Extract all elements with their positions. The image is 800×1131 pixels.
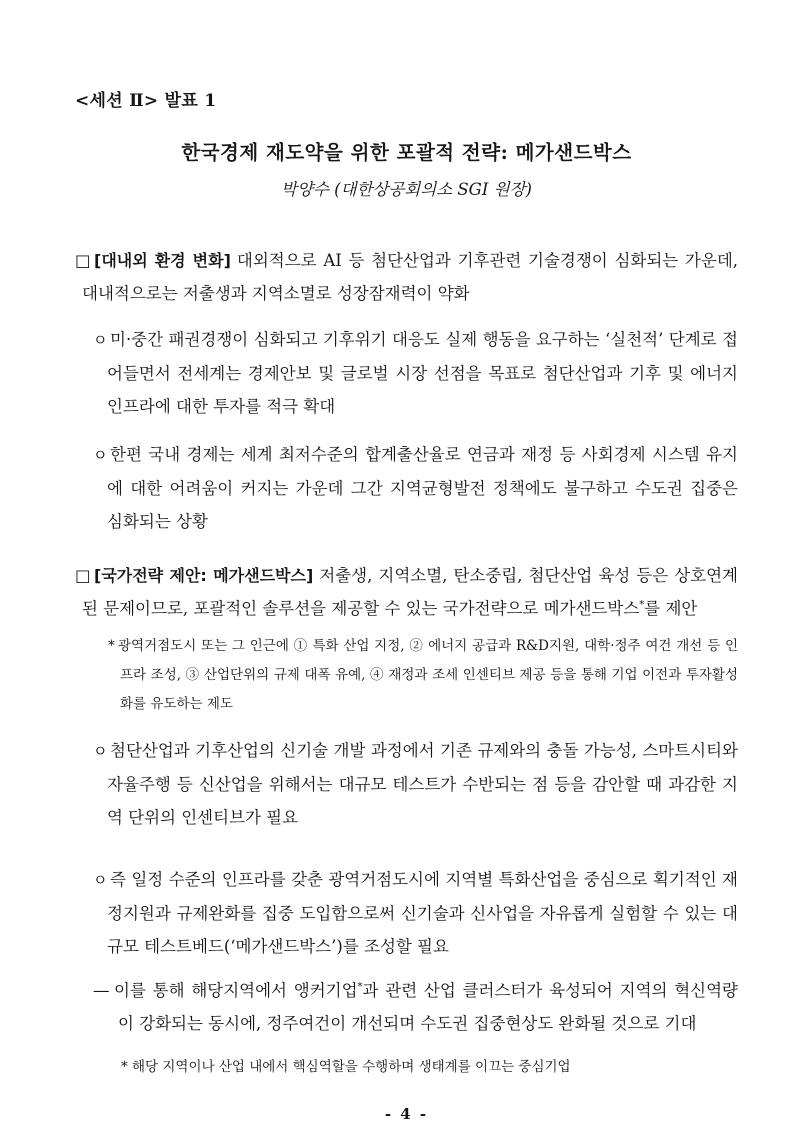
footnote-text: 해당 지역이나 산업 내에서 핵심역할을 수행하며 생태계를 이끄는 중심기업 <box>132 1059 571 1075</box>
footnote-marker: * <box>639 599 645 611</box>
footnote-megasandbox <box>108 632 738 719</box>
circle-bullet-icon: ㅇ <box>93 446 108 464</box>
paragraph-national-strategy <box>75 559 738 625</box>
paragraph-text: 첨단산업과 기후산업의 신기술 개발 과정에서 기존 규제와의 충돌 가능성, 스마트시티와 자율주행 등 신산업을 위해서는 대규모 테스트가 수반되는 점 등을 감안할 때 과감한 지역 단위의 인센티브가 필요 <box>107 741 738 827</box>
paragraph-text-after: 과 관련 산업 클러스터가 육성되어 지역의 혁신역량이 강화되는 동시에, 정주여건이 개선되며 수도권 집중현상도 완화될 것으로 기대 <box>118 981 738 1033</box>
paragraph-text: 대외적으로 AI 등 첨단산업과 기후관련 기술경쟁이 심화되는 가운데, 대내적으로는 저출생과 지역소멸로 성장잠재력이 약화 <box>82 251 738 303</box>
paragraph-testbed <box>93 863 738 963</box>
page-title: 한국경제 재도약을 위한 포괄적 전략: 메가샌드박스 <box>181 141 632 164</box>
paragraph-text: 즉 일정 수준의 인프라를 갖춘 광역거점도시에 지역별 특화산업을 중심으로 획기적인 재정지원과 규제완화를 집중 도입함으로써 신기술과 신사업을 자유롭게 실험할 수 있는 대규모 테스트베드(‘메가샌드박스’)를 조성할 필요 <box>107 870 738 956</box>
square-bullet-icon: □ <box>75 566 91 585</box>
square-bullet-icon: □ <box>75 251 91 270</box>
asterisk-bullet-icon: * <box>108 638 115 654</box>
author-line: 박양수 (대한상공회의소 SGI 원장) <box>281 180 532 199</box>
paragraph-text: 저출생, 지역소멸, 탄소중립, 첨단산업 육성 등은 상호연계된 문제이므로, 포괄적인 솔루션을 제공할 수 있는 국가전략으로 메가샌드박스 <box>82 566 738 618</box>
paragraph-env-change <box>75 244 738 310</box>
page-number: - 4 - <box>384 1105 429 1123</box>
circle-bullet-icon: ㅇ <box>93 331 108 349</box>
footnote-text: 광역거점도시 또는 그 인근에 ① 특화 산업 지정, ② 에너지 공급과 R&D지원, 대학·정주 여건 개선 등 인프라 조성, ③ 산업단위의 규제 대폭 유예, ④ 재정과 조세 인센티브 제공 등을 통해 기업 이전과 투자활성화를 유도하는 제도 <box>118 638 738 712</box>
paragraph-domestic-economy <box>93 438 738 538</box>
paragraph-text: 이를 통해 해당지역에서 앵커기업 <box>114 981 358 1000</box>
paragraph-lead: [대내외 환경 변화] <box>94 251 231 270</box>
asterisk-bullet-icon: * <box>121 1059 128 1075</box>
paragraph-anchor-company <box>93 974 738 1040</box>
circle-bullet-icon: ㅇ <box>93 871 108 889</box>
paragraph-text: 한편 국내 경제는 세계 최저수준의 합계출산율로 연금과 재정 등 사회경제 시스템 유지에 대한 어려움이 커지는 가운데 그간 지역균형발전 정책에도 불구하고 수도권 집중은 심화되는 상황 <box>107 445 738 531</box>
paragraph-text: 미·중간 패권경쟁이 심화되고 기후위기 대응도 실제 행동을 요구하는 ‘실천적’ 단계로 접어들면서 전세계는 경제안보 및 글로벌 시장 선점을 목표로 첨단산업과 기후 및 에너지 인프라에 대한 투자를 적극 확대 <box>107 330 738 416</box>
paragraph-text-after: 를 제안 <box>644 599 698 618</box>
paragraph-regulation-conflict <box>93 734 738 834</box>
dash-bullet-icon: — <box>93 981 110 1000</box>
section-label: <세션 Ⅱ> 발표 1 <box>75 91 217 111</box>
footnote-marker: * <box>357 981 363 993</box>
paragraph-us-china <box>93 323 738 423</box>
footnote-anchor-company <box>121 1053 738 1082</box>
paragraph-lead: [국가전략 제안: 메가샌드박스] <box>94 566 314 585</box>
circle-bullet-icon: ㅇ <box>93 742 108 760</box>
